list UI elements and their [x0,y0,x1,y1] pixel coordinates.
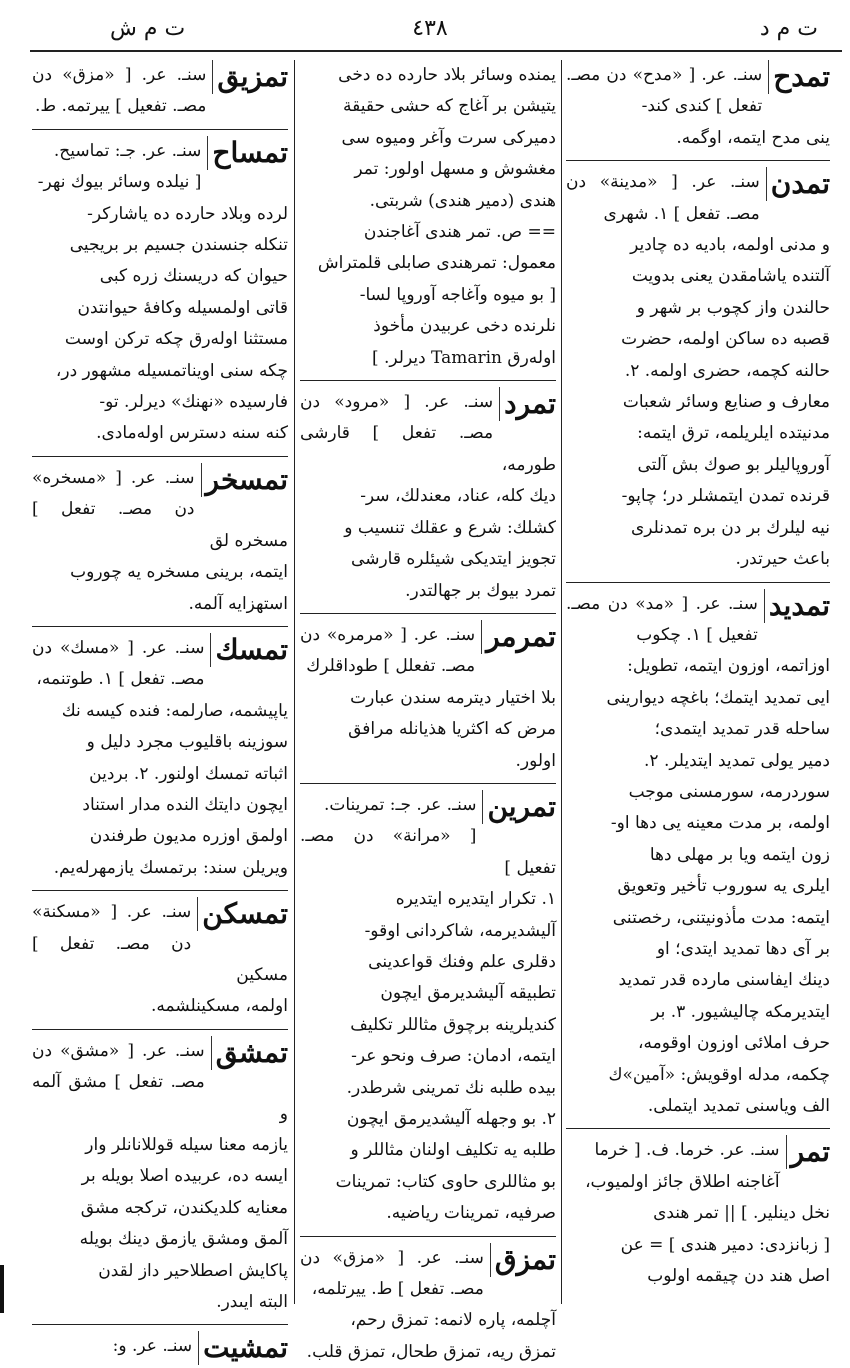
entry-line: سنـ. عر. [ «مرود» دن مصـ. تفعل ] قارشى طورمه، [300,392,556,475]
entry-headword: تمدن [766,167,830,201]
entry-line: آچلمه، پاره لانمه: تمزق رحم، [350,1310,556,1331]
header-right-guideword: ت م د [759,16,818,41]
entry-headword: تمدح [768,60,830,94]
entry-line: يتيشن بر آغاج كه حشى حقيقة [343,96,556,117]
entry-headword: تمساح [207,136,288,170]
entry-line: تجويز ايتديكى شيئلره قارشى [351,549,556,570]
entry-line: ديك كله، عناد، معندلك، سر- [360,486,556,507]
entry-line: بو مثاللرى حاوى كتاب: تمرينات [335,1171,556,1192]
entry-headword: تمسكن [197,897,288,931]
entry-headword: تمسك [210,633,288,667]
entry-divider [32,129,288,130]
entry-line: سنـ. عر. [ «مد» دن مصـ. تفعيل ] ١. چكوب [566,593,758,645]
entry-headword: تمشيت [198,1331,288,1365]
entry-line: ساحله قدر تمديد ايتمدى؛ [654,719,830,740]
entry-headword: تمشق [211,1036,288,1070]
entry-line: قاتى اولمسيله وكافهٔ حيوانتدن [77,297,288,318]
entry-line: ايسه ده، عربيده اصلا بويله بر [81,1166,288,1187]
entry-line: ياپيشمه، صارلمه: فنده كيسه نك [61,700,288,721]
entry-line: اولمه، مسكينلشمه. [150,996,288,1017]
entry-line: سنـ. عر. خرما. ف. [ خرما [594,1140,780,1161]
entry-line: ايتمه، ادمان: صرف ونحو عر- [351,1046,556,1067]
entry-line: ايى تمديد ايتمك؛ باغچه ديوارينى [606,687,830,708]
header-left-guideword: ت م ش [110,16,186,41]
entry-line: قصبه ده ساكن اولمه، حضرت [621,329,830,350]
entry-line: بلا اختيار ديترمه سندن عبارت [350,687,556,708]
entry-headword: تمزق [490,1243,556,1277]
entry-line: دقلرى علم وفنك قواعدينى [368,951,556,972]
entry-line: [ بو ميوه وآغاجه آوروپا لسا- [359,284,556,305]
dictionary-entry [32,897,288,1023]
dictionary-entry [32,60,288,123]
entry-line: سنـ. عر. جـ: تمرينات. [323,794,477,815]
entry-headword: تمديد [764,589,830,623]
entry-line: حالندن واز كچوب بر شهر و [636,297,830,318]
entry-line: اولەرق Tamarin ديرلر. ] [371,347,556,368]
entry-divider [300,613,556,614]
entry-line: ايتديرمكه چاليشيور. ٣. بر [651,1001,830,1022]
entry-headword: تمرمر [481,620,556,654]
dictionary-entry [300,790,556,1230]
entry-line: اوزاتمه، اوزون ايتمه، تطويل: [627,656,830,677]
entry-line: باعث حيرتدر. [735,549,830,570]
binding-mark [0,1265,4,1313]
entry-line: [ «مرانة» دن مصـ. تفعيل ] [300,826,556,878]
entry-divider [32,890,288,891]
entry-line: دينك ايفاسنى مارده قدر تمديد [618,970,830,991]
entry-line: حرف املائى اوزون اوقومه، [638,1033,830,1054]
entry-line: معنايه كلديكندن، تركجه مشق [80,1197,288,1218]
entry-headword: تمسخر [201,463,288,497]
entry-line: مدنيتده ايلريلمه، ترق ايتمه: [637,423,830,444]
entry-line: البته ايىدر. [216,1292,288,1313]
page-number: ٤٣٨ [412,16,448,41]
column-left [32,60,288,1365]
entry-line: سنـ. عر. [ «مسك» دن مصـ. تفعل ] ١. طوتنمه، [32,637,205,690]
entry-line: آلتنده ياشامقدن يعنى بدويت [631,266,830,287]
entry-line: و مدنى اولمه، باديه ده چادير [630,235,830,256]
entry-line: لرده وبلاد حارده ده ياشاركر- [87,203,288,224]
entry-line: تمرد بيوك بر جهالتدر. [405,580,556,601]
entry-line: سنـ. عر. [ «مسخره» دن مصـ. تفعل ] مسخره لق [32,467,288,551]
entry-line: ويريلن سند: برتمسك يازمهرلەيم. [53,857,288,878]
entry-line: تمزق ريه، تمزق طحال، تمزق قلب. [306,1341,556,1362]
entry-line: سنـ. عر. [ «مرمره» دن مصـ. تفعلل ] طوداقلرك [300,624,476,677]
entry-line: چكمه، مدله اوقويش: «آمين»ك [608,1064,830,1085]
entry-line: صرفيه، تمرينات رياضيه. [386,1203,556,1224]
entry-line: دمير يولى تمديد ايتديلر. ٢. [644,750,830,771]
entry-divider [566,160,830,161]
dictionary-entry [300,620,556,777]
dictionary-entry [566,1135,830,1292]
entry-line: اولمه، بر مدت معينه يى دها او- [610,813,830,834]
entry-line: نيه ليلرك بر دن بره تمدنلرى [630,517,830,538]
dictionary-entry [300,1243,556,1368]
entry-line: سنـ. عر. و: [112,1336,193,1357]
entry-line: سنـ. عر. جـ: تماسيح. [53,140,202,161]
dictionary-entry [300,60,556,374]
column-divider [561,60,562,1304]
entry-divider [32,1324,288,1325]
entry-line: ايتمه، برينى مسخره يه چوروب [70,562,288,583]
entry-line: سنـ. عر. [ «مزق» دن مصـ. تفعل ] ط. ييرتلمه، [300,1247,484,1300]
dictionary-entry [32,136,288,450]
entry-line: اثباته تمسك اولنور. ٢. بردين [89,763,288,784]
entry-line: قرنده تمدن ايتمشلر در؛ چاپو- [621,486,830,507]
entry-line: زون ايتمه ويا بر مهلى دها [649,844,830,865]
column-middle [300,60,556,1362]
dictionary-entry [32,463,288,620]
entry-line: ايتمه: مدت مأذونيتنى، رخصتنى [612,907,830,928]
dictionary-entry [566,167,830,575]
column-divider [294,60,295,1304]
entry-line: چكه سنى اويناتمسيله مشهور در، [55,360,288,381]
entry-line: سنـ. عر. [ «مشق» دن مصـ. تفعل ] مشق آلمه و [32,1040,288,1124]
entry-line: مرض كه اكثريا هذيانله مرافق [348,719,556,740]
entry-line: ايلرى يه سوروب تأخير وتعويق [617,876,830,897]
entry-line: ٢. بو وجهله آليشديرمق ايچون [346,1109,556,1129]
entry-line: سوزينه باقليوب مجرد دليل و [86,732,288,753]
header-rule [30,50,842,52]
entry-line: آلمق ومشق يازمق دينك بويله [79,1229,288,1250]
entry-line: تطبيقه آليشديرمق ايچون [380,983,556,1004]
dictionary-entry [32,633,288,884]
entry-line: كشلك: شرع و عقلك تنسيب و [344,517,556,538]
entry-line: پاكايش اصطلاحير داز لقدن [98,1260,288,1281]
entry-divider [300,783,556,784]
column-right [566,60,830,1304]
dictionary-entry [32,1036,288,1319]
entry-line: [ زبانزدى: دمير هندى ] = عن [620,1234,830,1255]
page-header [30,14,830,44]
entry-line: استهزايه آلمه. [188,593,288,614]
entry-line: سنـ. عر. [ «مدينة» دن مصـ. تفعل ] ١. شهرى [566,172,760,224]
entry-line: مستثنا اولەرق چكه تركن اوست [64,329,288,350]
entry-line: [ نيلده وسائر بيوك نهر- [37,172,202,193]
entry-line: حالنه كچمه، حضرى اولمه. ٢. [624,360,830,381]
entry-line: بر آى دها تمديد ايتدى؛ او [656,938,830,959]
entry-line: كنديلرينه برچوق مثاللر تكليف [350,1014,556,1035]
entry-divider [566,582,830,583]
entry-divider [300,380,556,381]
dictionary-entry [300,387,556,607]
entry-headword: تمرين [482,790,556,824]
entry-divider [566,1128,830,1129]
entry-headword: تمر [786,1135,830,1169]
entry-divider [300,1236,556,1237]
dictionary-entry [566,589,830,1123]
entry-line: سوردرمه، سورمسنى موجب [628,781,830,802]
entry-line: تنكله جنسندن جسيم بر بريجيى [69,235,288,256]
entry-divider [32,456,288,457]
entry-line: يازمه معنا سيله قوللانانلر وار [85,1135,288,1155]
entry-line: == ص. تمر هندى آغاجندن [363,222,556,243]
entry-divider [32,1029,288,1030]
entry-line: الف وياسنى تمديد ايتملى. [647,1096,830,1116]
entry-line: فارسيده «نهنك» ديرلر. تو- [99,392,288,413]
entry-line: سنـ. عر. [ «مدح» دن مصـ. تفعل ] كندى كند- [566,65,763,117]
entry-line: حيوان كه دريسنك زره كبى [99,266,288,287]
entry-line: نلرنده دخى عربيدن مأخوذ [373,316,556,337]
entry-line: سنـ. عر. [ «مزق» دن مصـ. تفعيل ] ييرتمه. ط. [32,65,207,117]
dictionary-entry [32,1331,288,1365]
entry-divider [32,626,288,627]
entry-line: بيده طلبه نك تمرينى شرطدر. [346,1077,556,1098]
entry-line: اولور. [515,750,556,771]
dictionary-entry [566,60,830,154]
entry-line: نخل دينلير. ] || تمر هندى [653,1203,830,1224]
entry-line: دميركى سرت وآغر وميوه سى [341,127,556,148]
entry-line: آليشديرمه، شاكردانى اوقو- [364,920,556,941]
entry-line: مغشوش و مسهل اولور: تمر [354,159,556,180]
entry-line: سنـ. عر. [ «مسكنة» دن مصـ. تفعل ] مسكين [32,902,288,985]
entry-line: آغاجنه اطلاق جائز اولميوب، [585,1171,780,1192]
entry-line: معمول: تمرهندى صابلى قلمتراش [317,253,556,274]
entry-headword: تمزيق [212,60,288,94]
entry-line: يمنده وسائر بلاد حارده ده دخى [338,65,556,85]
entry-line: اصل هند دن چيقمه اولوب [647,1266,830,1287]
entry-line: اولمق اوزره مديون طرفندن [89,826,288,847]
entry-line: ينى مدح ايتمه، اوگمه. [676,127,830,148]
entry-line: كنه سنه دسترس اولەمادى. [96,423,288,444]
entry-line: معارف و صنايع وسائر شعبات [622,392,830,413]
entry-line: ١. تكرار ايتديره ايتديره [395,889,556,910]
entry-headword: تمرد [499,387,556,421]
entry-line: هندى (دمير هندى) شربتى. [369,190,556,211]
entry-line: طلبه يه تكليف اولنان مثاللر و [350,1140,556,1161]
entry-line: آوروپاليلر بو صوك بش آلتى [637,454,830,475]
entry-line: ايچون دايتك الندە مدار استناد [82,794,288,815]
